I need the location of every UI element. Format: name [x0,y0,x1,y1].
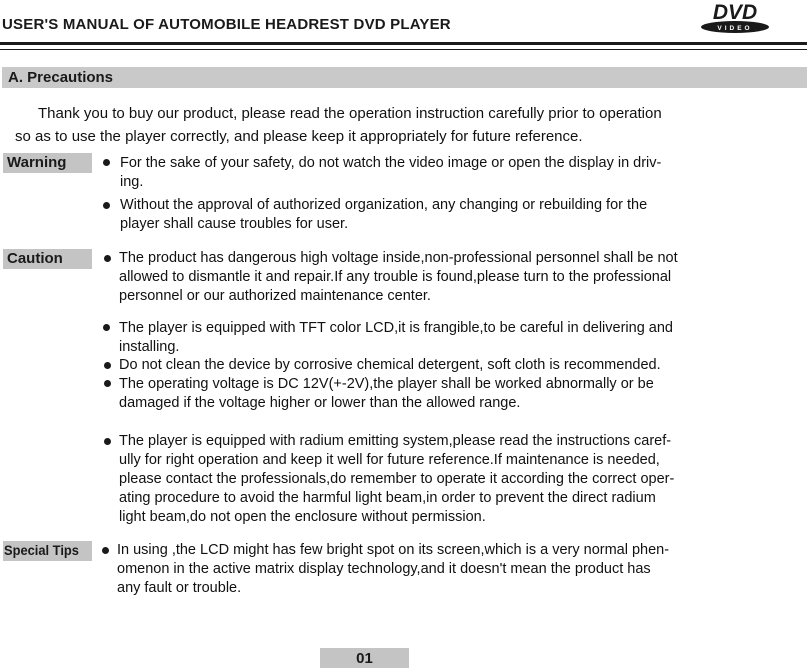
caution-item-5-line-5: light beam,do not open the enclosure without permission. [119,509,486,525]
caution-item-1-line-3: personnel or our authorized maintenance center. [119,288,431,304]
caution-item-5-line-4: ating procedure to avoid the harmful light beam,in order to prevent the direct radium [119,490,656,506]
bullet-icon [102,547,109,554]
caution-item-2-line-1: The player is equipped with TFT color LCD,it is frangible,to be careful in delivering and [119,320,673,336]
warning-item-1 [120,154,661,192]
bullet-icon [103,202,110,209]
caution-item-2 [119,319,673,357]
caution-label-box [3,249,92,269]
bullet-icon [104,362,111,369]
intro-line-1: Thank you to buy our product, please read the operation instruction carefully prior to operation [38,105,662,122]
caution-item-1-line-2: allowed to dismantle it and repair.If any trouble is found,please turn to the professional [119,269,672,285]
caution-item-1-line-1: The product has dangerous high voltage inside,non-professional personnel shall be not [119,250,678,266]
caution-item-5-line-3: please contact the professionals,do remember to operate it according the correct oper- [119,471,675,487]
page-number: 01 [356,650,373,667]
warning-label: Warning [7,154,67,171]
caution-item-3-line-1: Do not clean the device by corrosive chemical detergent, soft cloth is recommended. [119,357,661,373]
caution-item-5-line-2: ully for right operation and keep it well for future reference.If maintenance is needed, [119,452,660,468]
caution-item-2-line-2: installing. [119,339,180,355]
warning-item-2-line-2: player shall cause troubles for user. [120,216,349,232]
warning-item-2-line-1: Without the approval of authorized organization, any changing or rebuilding for the [120,197,648,213]
header-rule-thick [0,42,807,45]
logo-dvd-text: DVD [712,1,758,24]
warning-item-1-line-1: For the sake of your safety, do not watch the video image or open the display in driv- [120,155,662,171]
bullet-icon [103,324,110,331]
special-tips-item-1 [117,541,669,598]
bullet-icon [104,438,111,445]
caution-item-1 [119,249,678,306]
caution-label: Caution [7,250,63,267]
intro-line-2: so as to use the player correctly, and please keep it appropriately for future reference. [15,128,583,145]
caution-item-4-line-1: The operating voltage is DC 12V(+-2V),the player shall be worked abnormally or be [119,376,654,392]
caution-item-4 [119,375,654,413]
caution-item-3 [119,356,661,375]
logo-video-text: VIDEO [717,25,753,32]
special-tips-item-1-line-3: any fault or trouble. [117,580,242,596]
caution-item-4-line-2: damaged if the voltage higher or lower than the allowed range. [119,395,521,411]
header-rule-thin [0,49,807,50]
special-tips-item-1-line-1: In using ,the LCD might has few bright spot on its screen,which is a very normal phen- [117,542,670,558]
section-title: A. Precautions [8,69,114,86]
bullet-icon [104,380,111,387]
warning-label-box [3,153,92,173]
page-number-box [320,648,409,668]
caution-item-5 [119,432,674,527]
special-tips-label: Special Tips [4,542,79,558]
special-tips-item-1-line-2: omenon in the active matrix display technology,and it doesn't mean the product has [117,561,651,577]
special-tips-label-box [3,541,92,561]
dvd-video-logo-icon [695,0,775,36]
manual-title: USER'S MANUAL OF AUTOMOBILE HEADREST DVD PLAYER [2,16,451,33]
caution-item-5-line-1: The player is equipped with radium emitting system,please read the instructions caref- [119,433,672,449]
warning-item-1-line-2: ing. [120,174,144,190]
section-header-bar [2,67,807,88]
warning-item-2 [120,196,647,234]
bullet-icon [104,255,111,262]
bullet-icon [103,159,110,166]
